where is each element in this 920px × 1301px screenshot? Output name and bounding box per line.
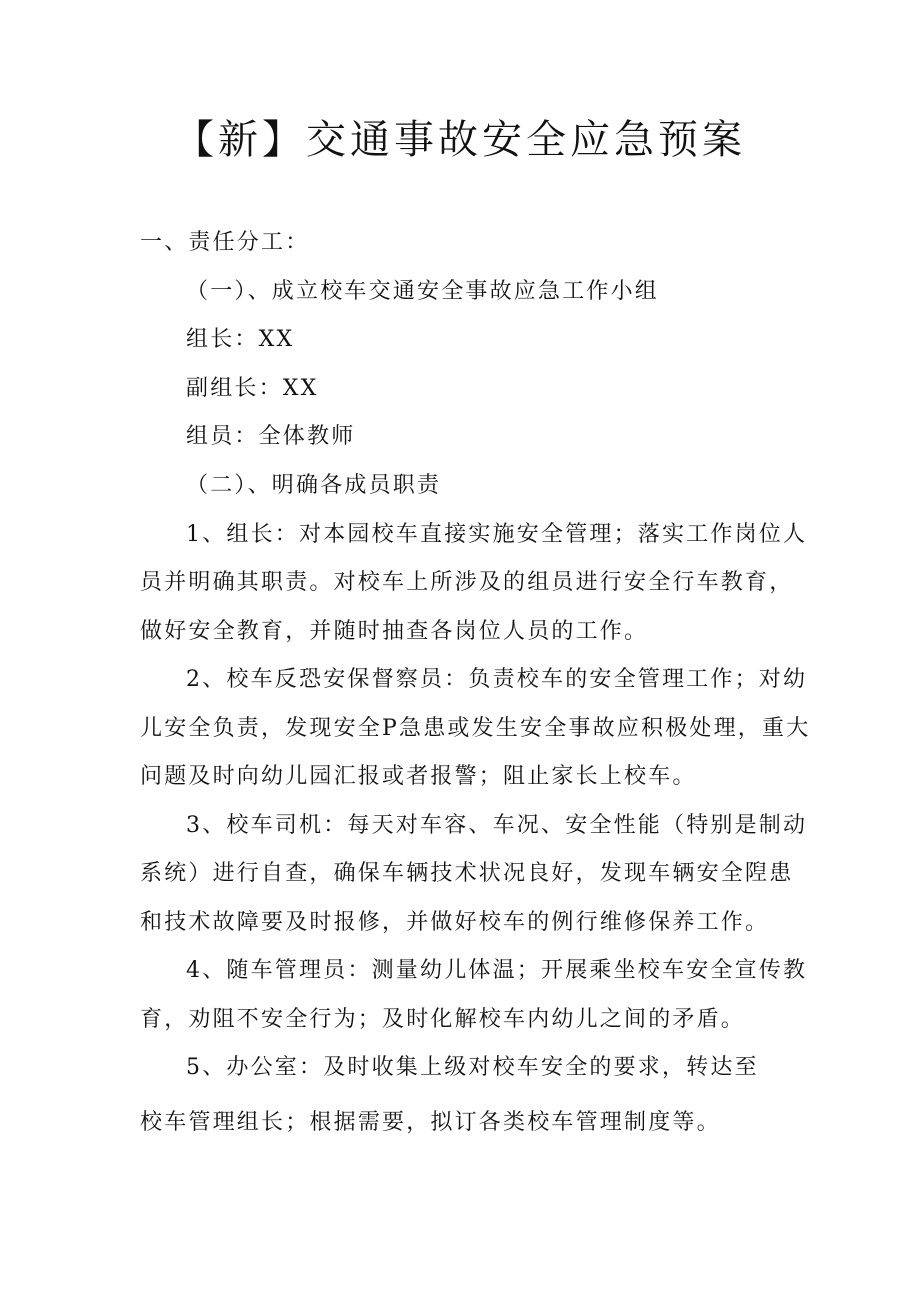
paragraph-line: 做好安全教育，并随时抽查各岗位人员的工作。: [140, 619, 649, 644]
document-title: 【新】交通事故安全应急预案: [174, 117, 746, 163]
paragraph-line: 5、办公室：及时收集上级对校车安全的要求，转达至: [186, 1055, 759, 1080]
subsection-heading-duties: （二）、明确各成员职责: [186, 473, 442, 498]
team-leader-line: 组长：XX: [186, 327, 295, 352]
paragraph-line: 3、校车司机：每天对车容、车况、安全性能（特别是制动: [186, 813, 808, 838]
paragraph-line: 员并明确其职责。对校车上所涉及的组员进行安全行车教育，: [140, 570, 794, 595]
subsection-heading-team: （一）、成立校车交通安全事故应急工作小组: [186, 279, 660, 304]
paragraph-line: 和技术故障要及时报修，并做好校车的例行维修保养工作。: [140, 910, 770, 935]
paragraph-line: 系统）进行自查，确保车辆技术状况良好，发现车辆安全隉患: [140, 861, 794, 886]
paragraph-line: 校车管理组长；根据需要，拟订各类校车管理制度等。: [140, 1110, 721, 1135]
deputy-leader-line: 副组长：XX: [186, 376, 319, 401]
paragraph-line: 儿安全负责，发现安全P急患或发生安全事故应积极处理，重大: [140, 716, 811, 741]
paragraph-line: 问题及时向幼儿园汇报或者报警；阻止家长上校车。: [140, 764, 697, 789]
paragraph-line: 育，劝阻不安全行为；及时化解校车内幼儿之间的矛盾。: [140, 1007, 746, 1032]
paragraph-line: 4、随车管理员：测量幼儿体温；开展乘坐校车安全宣传教: [186, 958, 808, 983]
paragraph-line: 1、组长：对本园校车直接实施安全管理；落实工作岗位人: [186, 522, 808, 547]
section-heading-responsibilities: 一、责任分工：: [140, 230, 310, 255]
team-members-line: 组员：全体教师: [186, 424, 356, 449]
paragraph-line: 2、校车反恐安保督察员：负责校车的安全管理工作；对幼: [186, 667, 808, 692]
